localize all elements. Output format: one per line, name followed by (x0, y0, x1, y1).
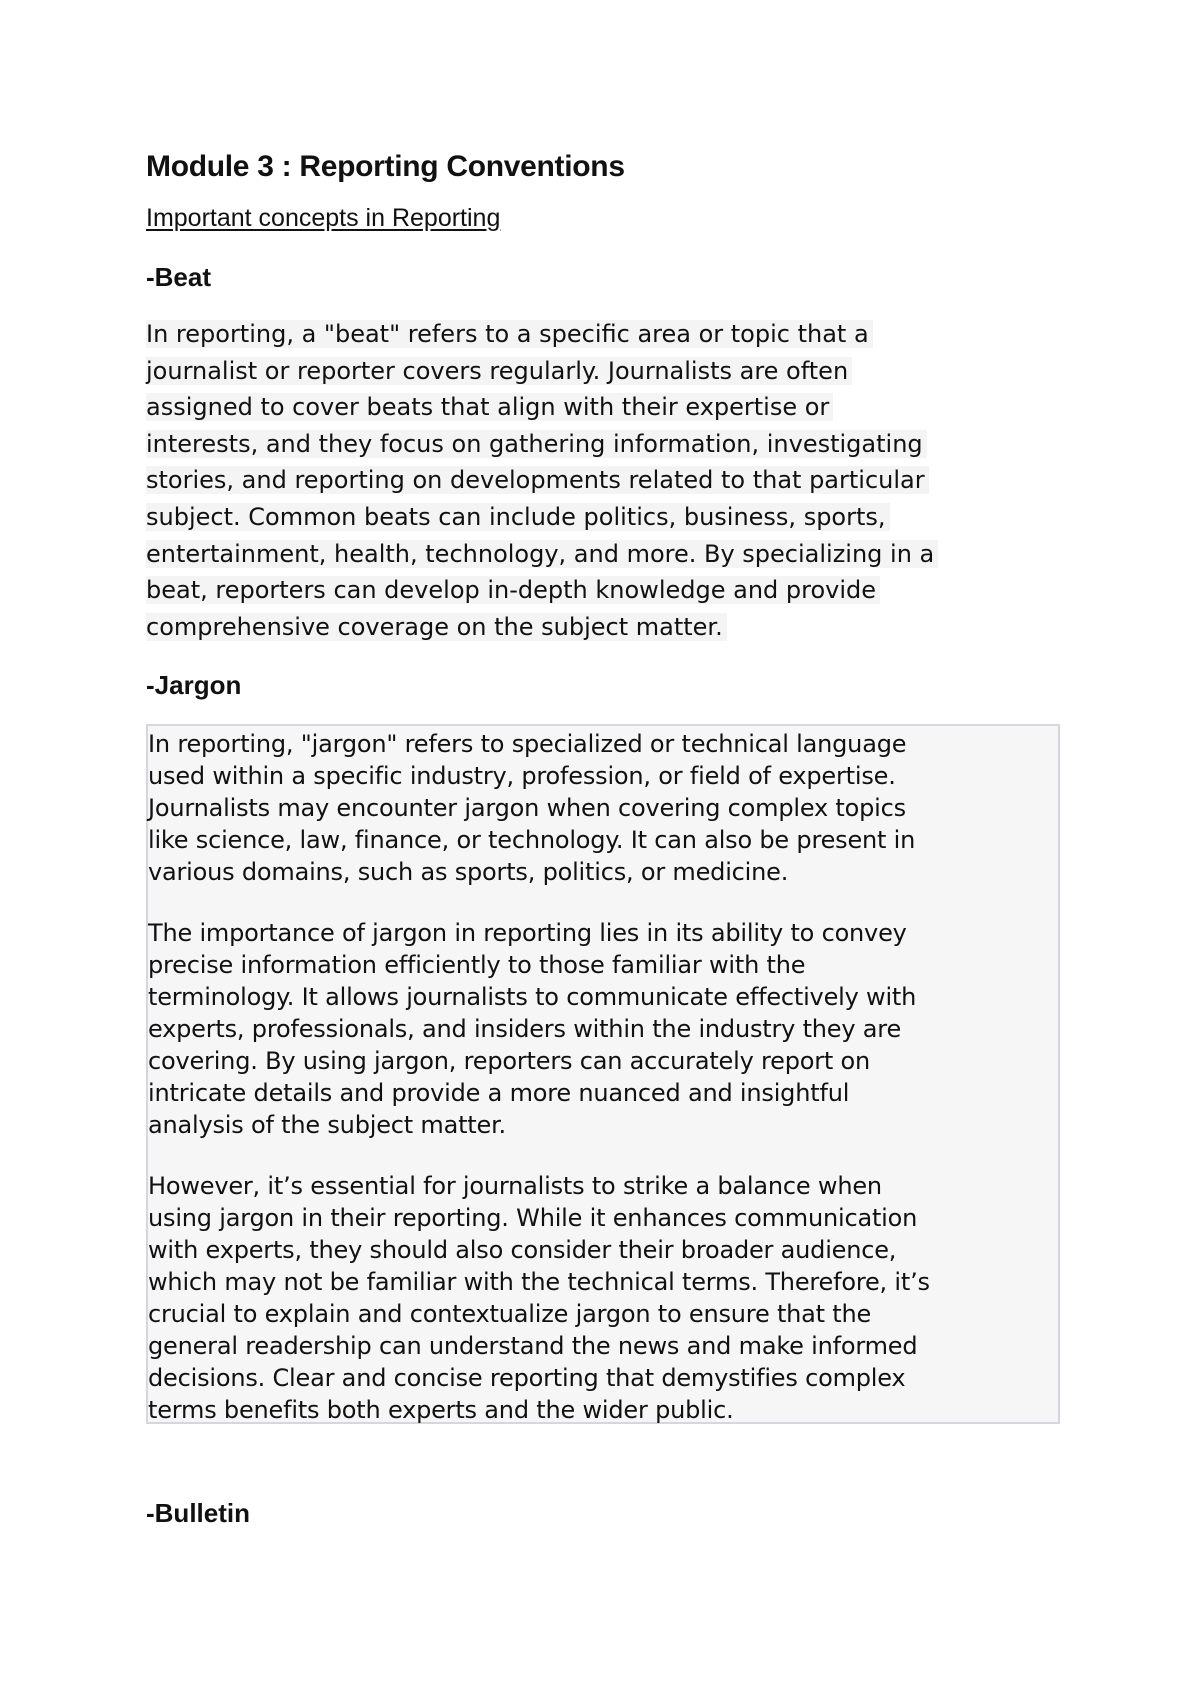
beat-paragraph (146, 316, 1066, 645)
section-heading-bulletin: -Bulletin (146, 1498, 250, 1528)
beat-line: assigned to cover beats that align with their expertise or (146, 389, 1066, 426)
jargon-line: like science, law, finance, or technology. It can also be present in (148, 826, 916, 854)
page-title: Module 3 : Reporting Conventions (146, 150, 625, 183)
jargon-text-box (146, 724, 1060, 1424)
beat-line: beat, reporters can develop in-depth knowledge and provide (146, 572, 1066, 609)
jargon-line: experts, professionals, and insiders within the industry they are (148, 1015, 902, 1043)
jargon-line: which may not be familiar with the technical terms. Therefore, it’s (148, 1268, 930, 1296)
jargon-line: general readership can understand the news and make informed (148, 1332, 918, 1360)
page-subtitle: Important concepts in Reporting (146, 204, 501, 232)
jargon-line: intricate details and provide a more nuanced and insightful (148, 1079, 850, 1107)
jargon-line: covering. By using jargon, reporters can accurately report on (148, 1047, 871, 1075)
beat-line: stories, and reporting on developments related to that particular (146, 462, 1066, 499)
jargon-paragraph (148, 728, 1058, 888)
beat-line: journalist or reporter covers regularly. Journalists are often (146, 353, 1066, 390)
jargon-line: crucial to explain and contextualize jargon to ensure that the (148, 1300, 872, 1328)
jargon-line: The importance of jargon in reporting lies in its ability to convey (148, 919, 907, 947)
jargon-line: In reporting, "jargon" refers to specialized or technical language (148, 730, 907, 758)
beat-line: interests, and they focus on gathering information, investigating (146, 426, 1066, 463)
beat-line: subject. Common beats can include politics, business, sports, (146, 499, 1066, 536)
jargon-line: various domains, such as sports, politics, or medicine. (148, 858, 789, 886)
jargon-line: Journalists may encounter jargon when covering complex topics (148, 794, 906, 822)
section-heading-beat: -Beat (146, 262, 212, 292)
jargon-line: However, it’s essential for journalists to strike a balance when (148, 1172, 882, 1200)
jargon-line: analysis of the subject matter. (148, 1111, 506, 1139)
jargon-line: terms benefits both experts and the wider public. (148, 1396, 734, 1424)
beat-line: In reporting, a "beat" refers to a specific area or topic that a (146, 316, 1066, 353)
jargon-line: terminology. It allows journalists to communicate effectively with (148, 983, 917, 1011)
beat-line: entertainment, health, technology, and more. By specializing in a (146, 536, 1066, 573)
section-heading-jargon: -Jargon (146, 670, 242, 700)
jargon-line: using jargon in their reporting. While it enhances communication (148, 1204, 918, 1232)
jargon-paragraph (148, 917, 1058, 1141)
jargon-line: with experts, they should also consider their broader audience, (148, 1236, 897, 1264)
jargon-paragraph (148, 1170, 1058, 1426)
jargon-line: used within a specific industry, profession, or field of expertise. (148, 762, 896, 790)
jargon-line: precise information efficiently to those familiar with the (148, 951, 806, 979)
jargon-line: decisions. Clear and concise reporting that demystifies complex (148, 1364, 906, 1392)
beat-line: comprehensive coverage on the subject matter. (146, 609, 1066, 646)
